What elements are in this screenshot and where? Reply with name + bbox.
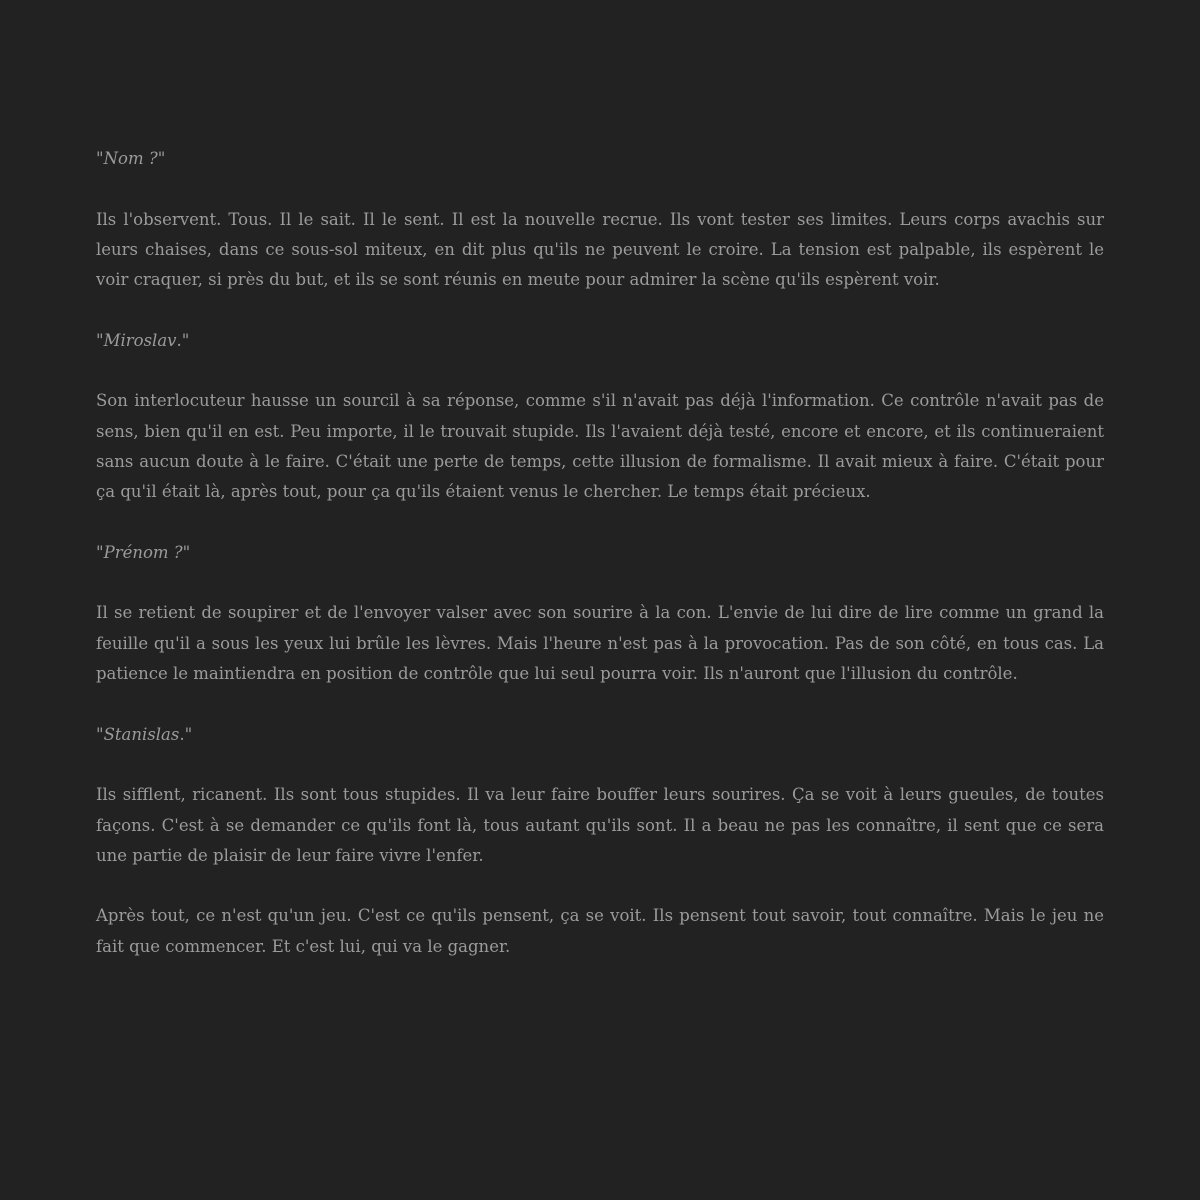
- dialogue-text: Miroslav: [103, 330, 177, 350]
- story-text: [96, 144, 1104, 962]
- dialogue-text: Prénom ?: [103, 542, 183, 562]
- dialogue-text: Nom ?: [103, 149, 158, 168]
- narrative-paragraph: Après tout, ce n'est qu'un jeu. C'est ce qu'ils pensent, ça se voit. Ils pensent tout savoir, tout connaître. Mais le jeu ne fait que commencer. Et c'est lui, qui va le gagner.: [96, 906, 1104, 956]
- dialogue-line: "Nom ?": [96, 149, 166, 168]
- dialogue-line: "Stanislas.": [96, 724, 193, 744]
- narrative-paragraph: Son interlocuteur hausse un sourcil à sa réponse, comme s'il n'avait pas déjà l'information. Ce contrôle n'avait pas de sens, bien qu'il en est. Peu importe, il le trouvait stupide. Ils l'avaient déjà testé, encore et encore, et ils continueraient sans aucun doute à le faire. C'était une perte de temps, cette illusion de formalisme. Il avait mieux à faire. C'était pour ça qu'il était là, après tout, pour ça qu'ils étaient venus le chercher. Le temps était précieux.: [96, 391, 1104, 502]
- narrative-paragraph: Il se retient de soupirer et de l'envoyer valser avec son sourire à la con. L'envie de lui dire de lire comme un grand la feuille qu'il a sous les yeux lui brûle les lèvres. Mais l'heure n'est pas à la provocation. Pas de son côté, en tous cas. La patience le maintiendra en position de contrôle que lui seul pourra voir. Ils n'auront que l'illusion du contrôle.: [96, 603, 1104, 684]
- narrative-paragraph: Ils l'observent. Tous. Il le sait. Il le sent. Il est la nouvelle recrue. Ils vont tester ses limites. Leurs corps avachis sur leurs chaises, dans ce sous-sol miteux, en dit plus qu'ils ne peuvent le croire. La tension est palpable, ils espèrent le voir craquer, si près du but, et ils se sont réunis en meute pour admirer la scène qu'ils espèrent voir.: [96, 209, 1104, 290]
- narrative-paragraph: Ils sifflent, ricanent. Ils sont tous stupides. Il va leur faire bouffer leurs sourires. Ça se voit à leurs gueules, de toutes façons. C'est à se demander ce qu'ils font là, tous autant qu'ils sont. Il a beau ne pas les connaître, il sent que ce sera une partie de plaisir de leur faire vivre l'enfer.: [96, 785, 1104, 865]
- dialogue-line: "Prénom ?": [96, 542, 191, 562]
- dialogue-text: Stanislas: [103, 724, 180, 744]
- dialogue-line: "Miroslav.": [96, 330, 190, 350]
